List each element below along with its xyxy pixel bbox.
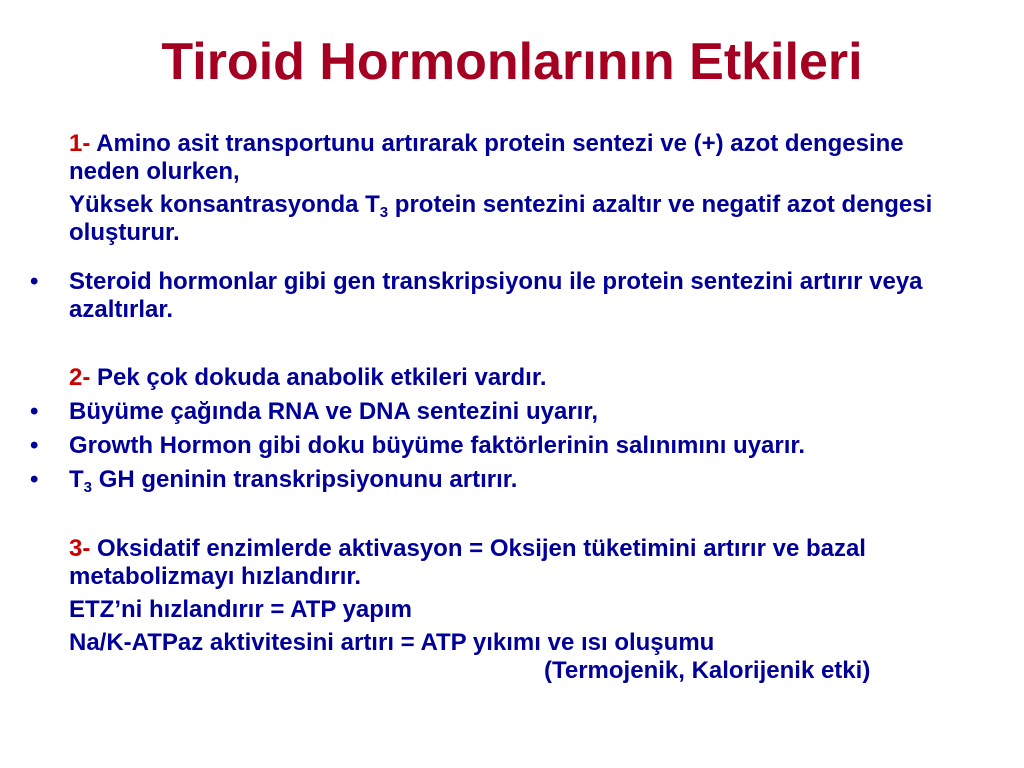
- section2-heading-text: Pek çok dokuda anabolik etkileri vardır.: [97, 364, 547, 391]
- slide-title: Tiroid Hormonlarının Etkileri: [161, 33, 863, 91]
- bullet-marker: •: [30, 398, 39, 425]
- bullet-marker: •: [30, 466, 39, 493]
- section2-number: 2-: [69, 364, 91, 391]
- section1-bullet: Steroid hormonlar gibi gen transkripsiyonu ile protein sentezini artırır veya azaltırlar.: [69, 268, 923, 323]
- section1-number: 1-: [69, 130, 91, 157]
- bullet-marker: •: [30, 432, 39, 459]
- section2-bullet1: Büyüme çağında RNA ve DNA sentezini uyarır,: [69, 398, 599, 425]
- section3-line2: ETZ’ni hızlandırır = ATP yapım: [69, 596, 412, 623]
- section2-bullet3-sub: 3: [83, 479, 93, 496]
- section3-line1: [69, 535, 949, 591]
- section2-bullet3-before: T: [69, 466, 84, 493]
- section1-line1-text: Amino asit transportunu artırarak protein sentezi ve (+) azot dengesine neden olurken,: [69, 130, 904, 185]
- section1-line2-sub: 3: [379, 204, 389, 221]
- section1-line2-before: Yüksek konsantrasyonda T: [69, 191, 380, 218]
- section2-bullet3-after: GH geninin transkripsiyonunu artırır.: [98, 466, 518, 493]
- section2-bullet2: Growth Hormon gibi doku büyüme faktörlerinin salınımını uyarır.: [69, 432, 806, 459]
- section3-line1-text: Oksidatif enzimlerde aktivasyon = Oksijen tüketimini artırır ve bazal metabolizmayı hızlandırır.: [69, 535, 866, 590]
- section1-line2: [69, 191, 999, 247]
- section3-number: 3-: [69, 535, 91, 562]
- section3-line3: Na/K-ATPaz aktivitesini artırı = ATP yıkımı ve ısı oluşumu: [69, 629, 715, 656]
- section2-heading: [69, 364, 999, 392]
- bullet-marker: •: [30, 268, 39, 295]
- section3-line4: (Termojenik, Kalorijenik etki): [544, 657, 871, 684]
- section2-bullet3: [69, 466, 999, 494]
- section1-line1: [69, 130, 929, 186]
- section1-line2-after: protein sentezini azaltır ve negatif azot dengesi oluşturur.: [69, 191, 933, 246]
